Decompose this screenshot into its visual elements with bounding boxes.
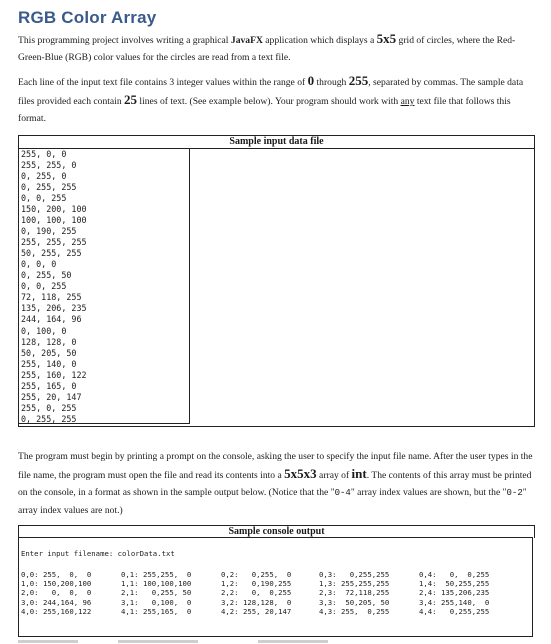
sample-line: 0, 255, 255 xyxy=(21,182,77,193)
range-min: 0 xyxy=(307,73,315,88)
index-range-hidden: 0-2 xyxy=(506,488,523,498)
output-cell: 0,3: 0,255,255 xyxy=(319,570,390,579)
sample-line: 100, 100, 100 xyxy=(21,215,87,226)
page-title: RGB Color Array xyxy=(18,8,157,27)
sample-line: 244, 164, 96 xyxy=(21,314,82,325)
sample-output-title: Sample console output xyxy=(18,525,535,538)
range-max: 255 xyxy=(348,73,369,88)
input-description xyxy=(18,72,538,127)
sample-line: 255, 0, 255 xyxy=(21,402,77,413)
output-cell: 1,3: 255,255,255 xyxy=(319,579,390,589)
output-column xyxy=(419,570,489,616)
sample-line: 50, 255, 255 xyxy=(21,248,82,259)
output-cell: 1,4: 50,255,255 xyxy=(419,579,490,589)
output-cell: 2,0: 0, 0, 0 xyxy=(21,588,92,598)
sample-line: 0, 255, 255 xyxy=(21,413,77,424)
output-cell: 4,3: 255, 0,255 xyxy=(319,606,390,616)
output-cell: 0,0: 255, 0, 0 xyxy=(21,570,92,579)
output-column xyxy=(319,570,389,616)
output-cell: 4,0: 255,160,122 xyxy=(21,606,92,616)
sample-input-title: Sample input data file xyxy=(18,135,535,148)
intro-text-c: grid of circles, where the Red-Green-Blue (RGB) color values for the circles are read from a text file. xyxy=(18,35,516,63)
array-dims: 5x5x3 xyxy=(284,466,317,481)
sample-line: 50, 205, 50 xyxy=(21,347,77,358)
input-text-b: through xyxy=(314,77,349,88)
line-count: 25 xyxy=(124,92,138,107)
output-cell: 0,2: 0,255, 0 xyxy=(221,570,292,579)
output-cell: 4,2: 255, 20,147 xyxy=(221,606,292,616)
output-cell: 4,4: 0,255,255 xyxy=(419,606,490,616)
javafx-term: JavaFX xyxy=(230,35,263,46)
output-cell: 1,0: 150,200,100 xyxy=(21,579,92,589)
output-cell: 3,2: 128,128, 0 xyxy=(221,597,292,607)
output-cell: 2,2: 0, 0,255 xyxy=(221,588,292,598)
sample-input-data xyxy=(18,148,190,424)
sample-line: 0, 0, 255 xyxy=(21,193,67,204)
sample-output-box xyxy=(18,537,533,637)
sample-line: 0, 255, 0 xyxy=(21,171,67,182)
output-cell: 2,3: 72,118,255 xyxy=(319,588,390,598)
output-column xyxy=(221,570,291,616)
output-cell: 3,4: 255,140, 0 xyxy=(419,597,490,607)
grid-size: 5x5 xyxy=(376,31,397,46)
sample-line: 150, 200, 100 xyxy=(21,204,87,215)
any-emphasis: any xyxy=(400,96,415,107)
sample-line: 72, 118, 255 xyxy=(21,292,82,303)
input-text-d: lines of text. (See example below). Your program should work with xyxy=(137,96,401,107)
input-text-c: , separated by commas. The sample data files provided each contain xyxy=(18,77,524,107)
sample-line: 0, 100, 0 xyxy=(21,325,67,336)
program-text-d: " array index values are shown, but the " xyxy=(350,487,507,498)
sample-line: 0, 0, 255 xyxy=(21,281,67,292)
input-text-e: text file that follows this format. xyxy=(18,96,511,124)
program-text-b: array of xyxy=(316,470,352,481)
output-cell: 1,1: 100,100,100 xyxy=(121,579,192,589)
intro-text-b: application which displays a xyxy=(262,35,377,46)
sample-line: 255, 20, 147 xyxy=(21,391,82,402)
index-range-shown: 0-4 xyxy=(334,488,351,498)
sample-line: 135, 206, 235 xyxy=(21,303,87,314)
page-bottom-fade xyxy=(18,640,538,644)
program-text-a: The program must begin by printing a prompt on the console, asking the user to specify the input file name. After the user types in the file name, the program must open the file and read its contents into a xyxy=(18,451,533,481)
sample-line: 255, 255, 255 xyxy=(21,237,87,248)
sample-line: 0, 0, 0 xyxy=(21,259,57,270)
output-cell: 3,1: 0,100, 0 xyxy=(121,597,192,607)
sample-line: 0, 190, 255 xyxy=(21,226,77,237)
sample-line: 128, 128, 0 xyxy=(21,336,77,347)
sample-line: 255, 0, 0 xyxy=(21,149,67,159)
output-cell: 2,4: 135,206,235 xyxy=(419,588,490,598)
sample-line: 255, 255, 0 xyxy=(21,160,77,171)
output-cell: 4,1: 255,165, 0 xyxy=(121,606,192,616)
program-text-e: " array index values are not.) xyxy=(18,487,527,516)
input-text-a: Each line of the input text file contains 3 integer values within the range of xyxy=(18,77,308,88)
output-cell: 0,1: 255,255, 0 xyxy=(121,570,192,579)
intro-text-a: This programming project involves writing a graphical xyxy=(18,35,231,46)
output-cell: 3,3: 50,205, 50 xyxy=(319,597,390,607)
console-prompt: Enter input filename: colorData.txt xyxy=(21,549,175,558)
output-cell: 2,1: 0,255, 50 xyxy=(121,588,192,598)
program-description xyxy=(18,448,538,519)
int-type: int xyxy=(351,466,367,481)
intro-paragraph xyxy=(18,30,538,66)
output-column xyxy=(121,570,191,616)
output-cell: 1,2: 0,190,255 xyxy=(221,579,292,589)
sample-line: 255, 140, 0 xyxy=(21,358,77,369)
sample-line: 255, 165, 0 xyxy=(21,380,77,391)
program-text-c: . The contents of this array must be printed on the console, in a format as shown in the sample output below. (Notice that the " xyxy=(18,470,532,498)
output-column xyxy=(21,570,91,616)
output-cell: 0,4: 0, 0,255 xyxy=(419,570,490,579)
sample-line: 255, 160, 122 xyxy=(21,369,87,380)
output-cell: 3,0: 244,164, 96 xyxy=(21,597,92,607)
sample-line: 0, 255, 50 xyxy=(21,270,72,281)
